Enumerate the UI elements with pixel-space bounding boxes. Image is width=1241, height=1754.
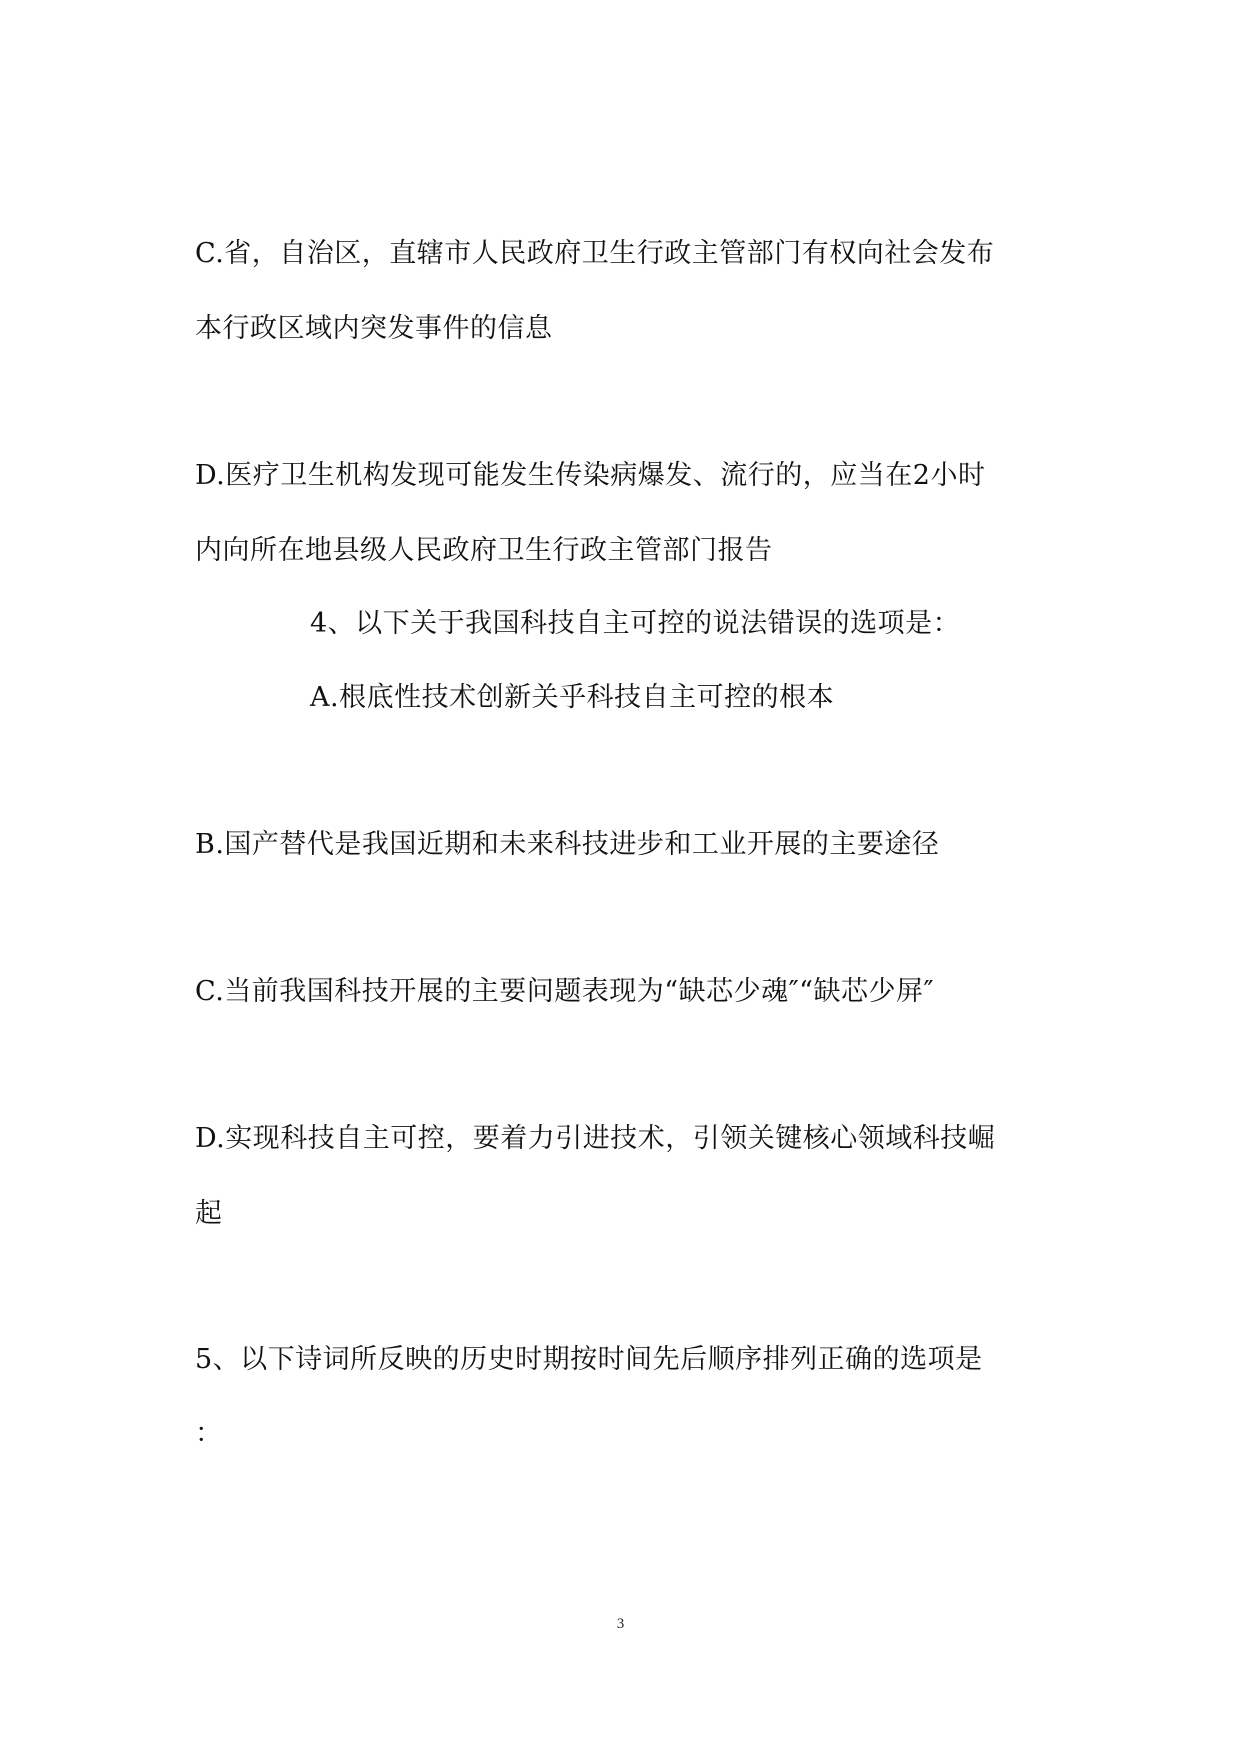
q4-option-b: B.国产替代是我国近期和未来科技进步和工业开展的主要途径 [195, 829, 940, 860]
option-c-line-1: C.省，自治区，直辖市人民政府卫生行政主管部门有权向社会发布 [195, 238, 995, 269]
question-4-text: 4、以下关于我国科技自主可控的说法错误的选项是： [310, 608, 961, 639]
option-c-line-2: 本行政区域内突发事件的信息 [195, 313, 553, 344]
question-5-text: 5、以下诗词所反映的历史时期按时间先后顺序排列正确的选项是 [195, 1344, 983, 1375]
page-number: 3 [616, 1616, 625, 1632]
option-d-line-2: 内向所在地县级人民政府卫生行政主管部门报告 [195, 535, 773, 566]
q4-option-c: C.当前我国科技开展的主要问题表现为“缺芯少魂″“缺芯少屏″ [195, 976, 935, 1007]
question-5-colon: ： [195, 1418, 223, 1449]
q4-option-d-line-2: 起 [195, 1198, 223, 1229]
q4-option-a: A.根底性技术创新关乎科技自主可控的根本 [310, 682, 835, 713]
q4-option-d-line-1: D.实现科技自主可控，要着力引进技术，引领关键核心领域科技崛 [195, 1123, 996, 1154]
option-d-line-1: D.医疗卫生机构发现可能发生传染病爆发、流行的，应当在2小时 [195, 460, 986, 491]
